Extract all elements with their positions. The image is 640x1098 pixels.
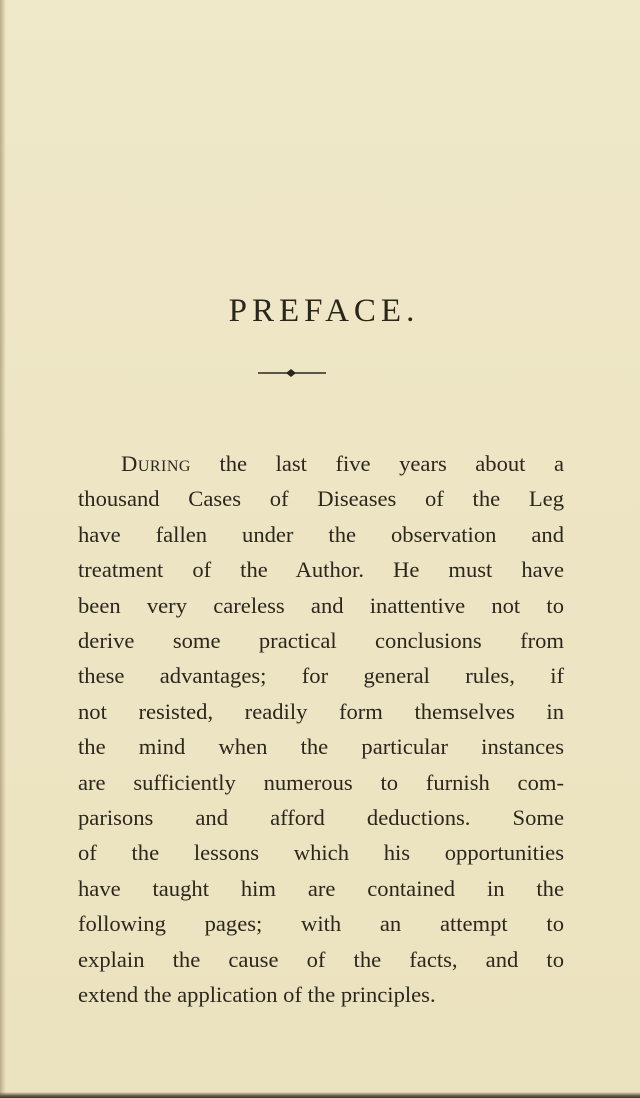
preface-line-13: have taught him are contained in the — [78, 875, 564, 901]
preface-line-3: have fallen under the observation and — [78, 521, 564, 547]
preface-line-11: parisons and afford deductions. Some — [78, 805, 564, 831]
divider-ornament-icon — [254, 366, 330, 380]
preface-line-10: are sufficiently numerous to furnish com- — [78, 769, 564, 795]
preface-line-14: following pages; with an attempt to — [78, 911, 564, 937]
preface-line-7: these advantages; for general rules, if — [78, 663, 564, 689]
preface-line-5: been very careless and inattentive not to — [78, 592, 564, 618]
preface-line-12: of the lessons which his opportunities — [78, 840, 564, 866]
preface-line-9: the mind when the particular instances — [78, 734, 564, 760]
page-bottom-edge — [0, 1092, 640, 1098]
preface-line-1: During the last five years about a — [121, 451, 564, 476]
preface-line-4: treatment of the Author. He must have — [78, 557, 564, 583]
preface-line-15: explain the cause of the facts, and to — [78, 946, 564, 972]
preface-line-6: derive some practical conclusions from — [78, 628, 564, 654]
page-left-edge — [0, 0, 6, 1098]
preface-line-8: not resisted, readily form themselves in — [78, 698, 564, 724]
preface-line-16: extend the application of the principles. — [78, 982, 436, 1008]
preface-body — [78, 446, 564, 1013]
preface-lead-word: During — [121, 451, 191, 476]
preface-line-2: thousand Cases of Diseases of the Leg — [78, 486, 564, 512]
page-title: PREFACE. — [228, 293, 420, 329]
